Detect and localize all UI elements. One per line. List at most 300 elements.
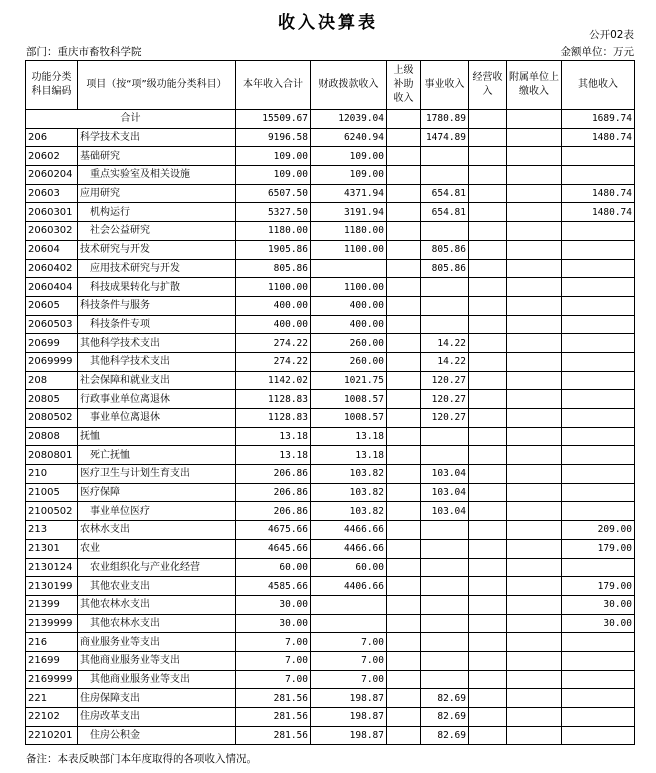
row-business bbox=[421, 166, 469, 185]
row-affiliated bbox=[507, 222, 562, 241]
table-row bbox=[26, 708, 635, 727]
row-superior bbox=[387, 147, 421, 166]
row-name: 基础研究 bbox=[78, 147, 236, 166]
row-operating bbox=[469, 184, 507, 203]
row-operating bbox=[469, 166, 507, 185]
row-total: 1128.83 bbox=[236, 390, 311, 409]
row-name: 科技条件与服务 bbox=[78, 296, 236, 315]
row-fiscal: 4371.94 bbox=[311, 184, 387, 203]
row-total: 13.18 bbox=[236, 446, 311, 465]
row-code: 21699 bbox=[26, 651, 78, 670]
table-row bbox=[26, 614, 635, 633]
row-operating bbox=[469, 502, 507, 521]
row-fiscal: 198.87 bbox=[311, 726, 387, 745]
row-superior bbox=[387, 595, 421, 614]
row-operating bbox=[469, 577, 507, 596]
row-business: 1474.89 bbox=[421, 128, 469, 147]
total-affiliated bbox=[507, 110, 562, 129]
row-affiliated bbox=[507, 315, 562, 334]
row-business bbox=[421, 222, 469, 241]
row-business bbox=[421, 670, 469, 689]
row-code: 2060301 bbox=[26, 203, 78, 222]
row-total: 274.22 bbox=[236, 352, 311, 371]
table-row bbox=[26, 446, 635, 465]
row-total: 400.00 bbox=[236, 296, 311, 315]
row-fiscal: 400.00 bbox=[311, 315, 387, 334]
row-fiscal: 1008.57 bbox=[311, 409, 387, 428]
row-fiscal bbox=[311, 595, 387, 614]
row-other bbox=[562, 259, 635, 278]
row-other bbox=[562, 315, 635, 334]
total-superior bbox=[387, 110, 421, 129]
row-other bbox=[562, 147, 635, 166]
header-fiscal: 财政拨款收入 bbox=[311, 61, 387, 110]
row-superior bbox=[387, 390, 421, 409]
income-table bbox=[25, 60, 635, 745]
row-code: 2139999 bbox=[26, 614, 78, 633]
row-business: 103.04 bbox=[421, 465, 469, 484]
row-business: 82.69 bbox=[421, 708, 469, 727]
row-fiscal bbox=[311, 614, 387, 633]
row-code: 2169999 bbox=[26, 670, 78, 689]
table-row bbox=[26, 184, 635, 203]
row-other bbox=[562, 371, 635, 390]
table-row bbox=[26, 577, 635, 596]
row-code: 210 bbox=[26, 465, 78, 484]
row-operating bbox=[469, 483, 507, 502]
row-name: 机构运行 bbox=[78, 203, 236, 222]
row-total: 400.00 bbox=[236, 315, 311, 334]
row-other bbox=[562, 390, 635, 409]
row-total: 13.18 bbox=[236, 427, 311, 446]
row-fiscal: 1021.75 bbox=[311, 371, 387, 390]
table-row bbox=[26, 521, 635, 540]
row-total: 281.56 bbox=[236, 689, 311, 708]
row-name: 农林水支出 bbox=[78, 521, 236, 540]
table-row bbox=[26, 390, 635, 409]
row-affiliated bbox=[507, 651, 562, 670]
header-row bbox=[26, 61, 635, 110]
table-row bbox=[26, 539, 635, 558]
row-total: 281.56 bbox=[236, 708, 311, 727]
row-total: 1100.00 bbox=[236, 278, 311, 297]
row-affiliated bbox=[507, 689, 562, 708]
row-code: 2080801 bbox=[26, 446, 78, 465]
table-row bbox=[26, 689, 635, 708]
table-row bbox=[26, 240, 635, 259]
row-superior bbox=[387, 708, 421, 727]
row-fiscal: 7.00 bbox=[311, 670, 387, 689]
row-business bbox=[421, 315, 469, 334]
row-other: 1480.74 bbox=[562, 203, 635, 222]
row-superior bbox=[387, 427, 421, 446]
row-affiliated bbox=[507, 521, 562, 540]
row-affiliated bbox=[507, 483, 562, 502]
row-operating bbox=[469, 539, 507, 558]
row-name: 其他商业服务业等支出 bbox=[78, 651, 236, 670]
row-other bbox=[562, 689, 635, 708]
row-other bbox=[562, 670, 635, 689]
row-business bbox=[421, 427, 469, 446]
table-row bbox=[26, 651, 635, 670]
row-fiscal: 1008.57 bbox=[311, 390, 387, 409]
row-business bbox=[421, 278, 469, 297]
row-superior bbox=[387, 558, 421, 577]
row-fiscal: 13.18 bbox=[311, 427, 387, 446]
row-fiscal: 1180.00 bbox=[311, 222, 387, 241]
row-business: 805.86 bbox=[421, 259, 469, 278]
row-operating bbox=[469, 558, 507, 577]
row-code: 2069999 bbox=[26, 352, 78, 371]
row-code: 2060302 bbox=[26, 222, 78, 241]
row-code: 21005 bbox=[26, 483, 78, 502]
row-superior bbox=[387, 315, 421, 334]
row-total: 1180.00 bbox=[236, 222, 311, 241]
department-label: 部门：重庆市畜牧科学院 bbox=[26, 46, 142, 58]
row-name: 其他科学技术支出 bbox=[78, 352, 236, 371]
total-business: 1780.89 bbox=[421, 110, 469, 129]
row-superior bbox=[387, 651, 421, 670]
row-affiliated bbox=[507, 427, 562, 446]
row-other: 1480.74 bbox=[562, 184, 635, 203]
row-total: 1142.02 bbox=[236, 371, 311, 390]
row-affiliated bbox=[507, 184, 562, 203]
row-operating bbox=[469, 371, 507, 390]
table-row bbox=[26, 222, 635, 241]
row-superior bbox=[387, 689, 421, 708]
row-superior bbox=[387, 128, 421, 147]
row-affiliated bbox=[507, 502, 562, 521]
row-name: 科技成果转化与扩散 bbox=[78, 278, 236, 297]
row-operating bbox=[469, 651, 507, 670]
row-total: 7.00 bbox=[236, 670, 311, 689]
row-operating bbox=[469, 689, 507, 708]
row-affiliated bbox=[507, 390, 562, 409]
row-operating bbox=[469, 259, 507, 278]
row-name: 住房保障支出 bbox=[78, 689, 236, 708]
row-name: 抚恤 bbox=[78, 427, 236, 446]
row-code: 216 bbox=[26, 633, 78, 652]
row-fiscal: 198.87 bbox=[311, 689, 387, 708]
row-name: 商业服务业等支出 bbox=[78, 633, 236, 652]
row-name: 事业单位离退休 bbox=[78, 409, 236, 428]
row-affiliated bbox=[507, 371, 562, 390]
table-row bbox=[26, 483, 635, 502]
row-superior bbox=[387, 166, 421, 185]
table-row bbox=[26, 595, 635, 614]
row-operating bbox=[469, 465, 507, 484]
row-fiscal: 103.82 bbox=[311, 502, 387, 521]
row-business: 654.81 bbox=[421, 184, 469, 203]
header-code: 功能分类科目编码 bbox=[26, 61, 78, 110]
row-total: 206.86 bbox=[236, 483, 311, 502]
row-business bbox=[421, 539, 469, 558]
row-name: 行政事业单位离退休 bbox=[78, 390, 236, 409]
header-other: 其他收入 bbox=[562, 61, 635, 110]
row-operating bbox=[469, 147, 507, 166]
row-fiscal: 1100.00 bbox=[311, 240, 387, 259]
row-superior bbox=[387, 670, 421, 689]
table-row bbox=[26, 558, 635, 577]
header-affiliated: 附属单位上缴收入 bbox=[507, 61, 562, 110]
row-affiliated bbox=[507, 166, 562, 185]
row-code: 20602 bbox=[26, 147, 78, 166]
row-superior bbox=[387, 539, 421, 558]
row-business bbox=[421, 595, 469, 614]
row-superior bbox=[387, 409, 421, 428]
row-business bbox=[421, 446, 469, 465]
table-row bbox=[26, 203, 635, 222]
form-number: 公开02表 bbox=[589, 29, 634, 41]
row-affiliated bbox=[507, 147, 562, 166]
row-superior bbox=[387, 240, 421, 259]
header-name: 项目（按“项”级功能分类科目） bbox=[78, 61, 236, 110]
row-other bbox=[562, 296, 635, 315]
row-superior bbox=[387, 184, 421, 203]
row-other bbox=[562, 502, 635, 521]
row-affiliated bbox=[507, 726, 562, 745]
row-total: 5327.50 bbox=[236, 203, 311, 222]
row-code: 206 bbox=[26, 128, 78, 147]
row-superior bbox=[387, 371, 421, 390]
row-fiscal: 103.82 bbox=[311, 483, 387, 502]
row-affiliated bbox=[507, 708, 562, 727]
page-title: 收入决算表 bbox=[278, 13, 378, 33]
table-row bbox=[26, 147, 635, 166]
row-total: 206.86 bbox=[236, 465, 311, 484]
row-business: 805.86 bbox=[421, 240, 469, 259]
row-name: 住房公积金 bbox=[78, 726, 236, 745]
row-operating bbox=[469, 390, 507, 409]
table-row bbox=[26, 315, 635, 334]
row-name: 其他农业支出 bbox=[78, 577, 236, 596]
row-other bbox=[562, 427, 635, 446]
row-other: 30.00 bbox=[562, 614, 635, 633]
row-affiliated bbox=[507, 334, 562, 353]
header-business: 事业收入 bbox=[421, 61, 469, 110]
row-superior bbox=[387, 483, 421, 502]
row-fiscal: 60.00 bbox=[311, 558, 387, 577]
row-business: 14.22 bbox=[421, 334, 469, 353]
table-row bbox=[26, 278, 635, 297]
row-business: 103.04 bbox=[421, 483, 469, 502]
row-code: 2060404 bbox=[26, 278, 78, 297]
row-name: 其他农林水支出 bbox=[78, 614, 236, 633]
row-fiscal: 13.18 bbox=[311, 446, 387, 465]
row-superior bbox=[387, 203, 421, 222]
row-operating bbox=[469, 521, 507, 540]
row-fiscal: 4466.66 bbox=[311, 539, 387, 558]
row-other bbox=[562, 633, 635, 652]
row-business: 120.27 bbox=[421, 390, 469, 409]
row-operating bbox=[469, 352, 507, 371]
row-affiliated bbox=[507, 128, 562, 147]
row-superior bbox=[387, 502, 421, 521]
row-total: 6507.50 bbox=[236, 184, 311, 203]
table-row bbox=[26, 296, 635, 315]
row-operating bbox=[469, 240, 507, 259]
row-code: 2060204 bbox=[26, 166, 78, 185]
table-row bbox=[26, 726, 635, 745]
total-label: 合计 bbox=[26, 110, 236, 129]
row-other: 1480.74 bbox=[562, 128, 635, 147]
footnote: 备注：本表反映部门本年度取得的各项收入情况。 bbox=[26, 753, 257, 765]
row-business bbox=[421, 651, 469, 670]
row-total: 281.56 bbox=[236, 726, 311, 745]
row-other bbox=[562, 708, 635, 727]
row-superior bbox=[387, 633, 421, 652]
row-superior bbox=[387, 577, 421, 596]
row-other bbox=[562, 166, 635, 185]
row-operating bbox=[469, 334, 507, 353]
table-row bbox=[26, 128, 635, 147]
row-other bbox=[562, 409, 635, 428]
row-code: 2060402 bbox=[26, 259, 78, 278]
row-affiliated bbox=[507, 670, 562, 689]
row-fiscal: 1100.00 bbox=[311, 278, 387, 297]
row-business: 103.04 bbox=[421, 502, 469, 521]
row-affiliated bbox=[507, 465, 562, 484]
row-name: 其他农林水支出 bbox=[78, 595, 236, 614]
row-superior bbox=[387, 614, 421, 633]
row-fiscal: 109.00 bbox=[311, 147, 387, 166]
row-name: 社会公益研究 bbox=[78, 222, 236, 241]
row-fiscal: 6240.94 bbox=[311, 128, 387, 147]
row-business bbox=[421, 521, 469, 540]
row-affiliated bbox=[507, 446, 562, 465]
row-name: 农业 bbox=[78, 539, 236, 558]
row-code: 2100502 bbox=[26, 502, 78, 521]
row-superior bbox=[387, 278, 421, 297]
row-operating bbox=[469, 595, 507, 614]
row-code: 22102 bbox=[26, 708, 78, 727]
row-fiscal: 400.00 bbox=[311, 296, 387, 315]
row-operating bbox=[469, 427, 507, 446]
row-code: 2080502 bbox=[26, 409, 78, 428]
row-operating bbox=[469, 128, 507, 147]
row-fiscal: 103.82 bbox=[311, 465, 387, 484]
row-name: 重点实验室及相关设施 bbox=[78, 166, 236, 185]
row-total: 1905.86 bbox=[236, 240, 311, 259]
row-name: 事业单位医疗 bbox=[78, 502, 236, 521]
row-superior bbox=[387, 259, 421, 278]
row-total: 274.22 bbox=[236, 334, 311, 353]
row-code: 213 bbox=[26, 521, 78, 540]
row-code: 20699 bbox=[26, 334, 78, 353]
row-affiliated bbox=[507, 352, 562, 371]
row-superior bbox=[387, 521, 421, 540]
table-row bbox=[26, 465, 635, 484]
row-business: 120.27 bbox=[421, 409, 469, 428]
row-name: 医疗卫生与计划生育支出 bbox=[78, 465, 236, 484]
row-name: 其他商业服务业等支出 bbox=[78, 670, 236, 689]
row-other bbox=[562, 334, 635, 353]
row-name: 科学技术支出 bbox=[78, 128, 236, 147]
row-code: 21399 bbox=[26, 595, 78, 614]
row-operating bbox=[469, 296, 507, 315]
row-operating bbox=[469, 222, 507, 241]
row-superior bbox=[387, 296, 421, 315]
table-row bbox=[26, 334, 635, 353]
row-affiliated bbox=[507, 259, 562, 278]
row-operating bbox=[469, 633, 507, 652]
row-affiliated bbox=[507, 278, 562, 297]
row-superior bbox=[387, 352, 421, 371]
header-total: 本年收入合计 bbox=[236, 61, 311, 110]
row-name: 农业组织化与产业化经营 bbox=[78, 558, 236, 577]
row-other bbox=[562, 446, 635, 465]
total-fiscal: 12039.04 bbox=[311, 110, 387, 129]
row-operating bbox=[469, 278, 507, 297]
row-other bbox=[562, 222, 635, 241]
row-operating bbox=[469, 726, 507, 745]
row-other: 179.00 bbox=[562, 539, 635, 558]
table-row bbox=[26, 409, 635, 428]
row-code: 2060503 bbox=[26, 315, 78, 334]
row-fiscal: 4466.66 bbox=[311, 521, 387, 540]
row-name: 死亡抚恤 bbox=[78, 446, 236, 465]
row-total: 109.00 bbox=[236, 147, 311, 166]
total-other: 1689.74 bbox=[562, 110, 635, 129]
row-fiscal: 260.00 bbox=[311, 334, 387, 353]
row-business: 14.22 bbox=[421, 352, 469, 371]
row-total: 30.00 bbox=[236, 595, 311, 614]
row-business bbox=[421, 147, 469, 166]
row-code: 20604 bbox=[26, 240, 78, 259]
row-operating bbox=[469, 670, 507, 689]
row-business bbox=[421, 614, 469, 633]
header-operating: 经营收入 bbox=[469, 61, 507, 110]
row-name: 科技条件专项 bbox=[78, 315, 236, 334]
row-business bbox=[421, 577, 469, 596]
row-total: 60.00 bbox=[236, 558, 311, 577]
row-other: 179.00 bbox=[562, 577, 635, 596]
row-total: 4675.66 bbox=[236, 521, 311, 540]
row-fiscal: 198.87 bbox=[311, 708, 387, 727]
row-other bbox=[562, 240, 635, 259]
row-business bbox=[421, 558, 469, 577]
row-name: 应用研究 bbox=[78, 184, 236, 203]
row-total: 4645.66 bbox=[236, 539, 311, 558]
total-total: 15509.67 bbox=[236, 110, 311, 129]
row-name: 其他科学技术支出 bbox=[78, 334, 236, 353]
row-superior bbox=[387, 222, 421, 241]
row-code: 20605 bbox=[26, 296, 78, 315]
row-code: 21301 bbox=[26, 539, 78, 558]
row-name: 医疗保障 bbox=[78, 483, 236, 502]
row-fiscal: 3191.94 bbox=[311, 203, 387, 222]
row-name: 技术研究与开发 bbox=[78, 240, 236, 259]
table-row bbox=[26, 502, 635, 521]
row-total: 206.86 bbox=[236, 502, 311, 521]
row-other bbox=[562, 726, 635, 745]
row-affiliated bbox=[507, 296, 562, 315]
row-other bbox=[562, 558, 635, 577]
row-affiliated bbox=[507, 203, 562, 222]
row-name: 住房改革支出 bbox=[78, 708, 236, 727]
row-affiliated bbox=[507, 633, 562, 652]
row-superior bbox=[387, 446, 421, 465]
row-fiscal: 109.00 bbox=[311, 166, 387, 185]
row-operating bbox=[469, 409, 507, 428]
row-total: 7.00 bbox=[236, 633, 311, 652]
row-business bbox=[421, 296, 469, 315]
row-total: 9196.58 bbox=[236, 128, 311, 147]
table-row bbox=[26, 259, 635, 278]
row-other bbox=[562, 465, 635, 484]
row-other bbox=[562, 651, 635, 670]
row-total: 7.00 bbox=[236, 651, 311, 670]
